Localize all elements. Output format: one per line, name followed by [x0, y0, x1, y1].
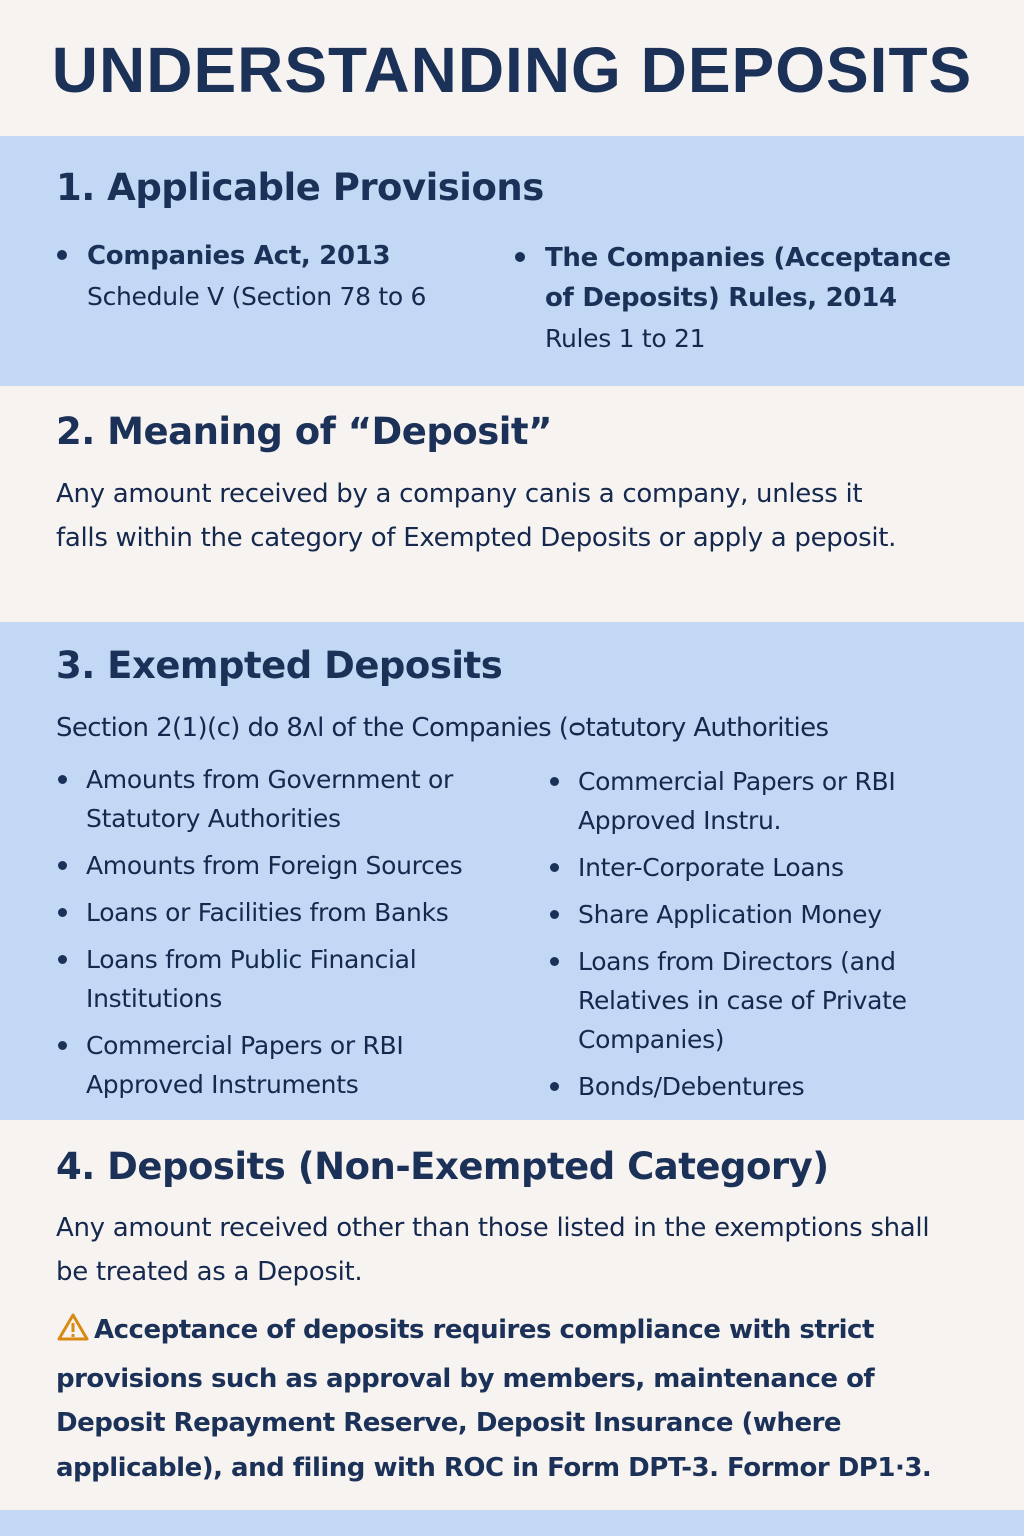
list-item [550, 762, 908, 840]
provision-title: The Companies (Acceptance of Deposits) Rules, 2014 [545, 243, 951, 313]
list-item-text: Amounts from Foreign Sources [86, 851, 463, 880]
bullet-icon [550, 957, 559, 966]
list-item-text: Loans from Directors (and Relatives in case of Private Companies) [578, 947, 907, 1054]
list-item [550, 895, 990, 934]
section-meaning-of-deposit [0, 386, 1024, 622]
section-heading: 4. Deposits (Non-Exempted Category) [56, 1145, 829, 1188]
list-item-text: Loans or Facilities from Banks [86, 898, 449, 927]
provision-subtitle: Rules 1 to 21 [545, 324, 706, 353]
provision-subtitle: Schedule V (Section 78 to 6 [87, 282, 427, 311]
list-item-text: Commercial Papers or RBI Approved Instruments [86, 1031, 404, 1099]
provision-item [57, 236, 477, 318]
list-item [58, 940, 486, 1018]
provision-item [515, 238, 985, 360]
section-applicable-provisions [0, 136, 1024, 386]
exempted-list-left [58, 760, 528, 1112]
title-banner [0, 0, 1024, 136]
warning-triangle-icon [56, 1312, 90, 1357]
list-item-text: Inter-Corporate Loans [578, 853, 844, 882]
bullet-icon [58, 775, 67, 784]
list-item-text: Loans from Public Financial Institutions [86, 945, 417, 1013]
list-item [550, 1067, 990, 1106]
bullet-icon [550, 863, 559, 872]
list-item [58, 760, 528, 838]
bullet-icon [58, 861, 67, 870]
list-item-text: Bonds/Debentures [578, 1072, 805, 1101]
list-item-text: Share Application Money [578, 900, 882, 929]
provision-title: Companies Act, 2013 [87, 241, 391, 271]
compliance-warning [56, 1308, 976, 1490]
meaning-text: Any amount received by a company canis a company, unless it falls within the category of Exempted Deposits or apply a peposit. [56, 479, 897, 553]
footer-band [0, 1510, 1024, 1536]
section-heading: 1. Applicable Provisions [56, 166, 544, 209]
section-heading: 3. Exempted Deposits [56, 644, 503, 687]
list-item-text: Amounts from Government or Statutory Authorities [86, 765, 453, 833]
page-title: UNDERSTANDING DEPOSITS [51, 34, 973, 106]
exempted-intro: Section 2(1)(c) do 8ᴧl of the Companies (ᴑtatutory Authorities [56, 713, 829, 743]
bullet-icon [550, 777, 559, 786]
bullet-icon [58, 955, 67, 964]
list-item [58, 846, 528, 885]
non-exempted-text: Any amount received other than those listed in the exemptions shall be treated as a Deposit. [56, 1213, 930, 1287]
list-item [58, 893, 528, 932]
list-item [550, 848, 990, 887]
bullet-icon [57, 250, 67, 260]
section-exempted-deposits [0, 622, 1024, 1120]
bullet-icon [515, 252, 525, 262]
exempted-list-right [550, 762, 990, 1114]
list-item-text: Commercial Papers or RBI Approved Instru. [578, 767, 896, 835]
bullet-icon [550, 910, 559, 919]
section-non-exempted-deposits [0, 1120, 1024, 1510]
list-item [58, 1026, 486, 1104]
section-heading: 2. Meaning of “Deposit” [56, 410, 552, 453]
bullet-icon [58, 908, 67, 917]
bullet-icon [550, 1082, 559, 1091]
list-item [550, 942, 938, 1059]
warning-text: Acceptance of deposits requires compliance with strict provisions such as approval by members, maintenance of Deposit Repayment Reserve, Deposit Insurance (where applicable), and filing with ROC in Form DPT-3. Formor DP1·3. [56, 1315, 932, 1483]
bullet-icon [58, 1041, 67, 1050]
